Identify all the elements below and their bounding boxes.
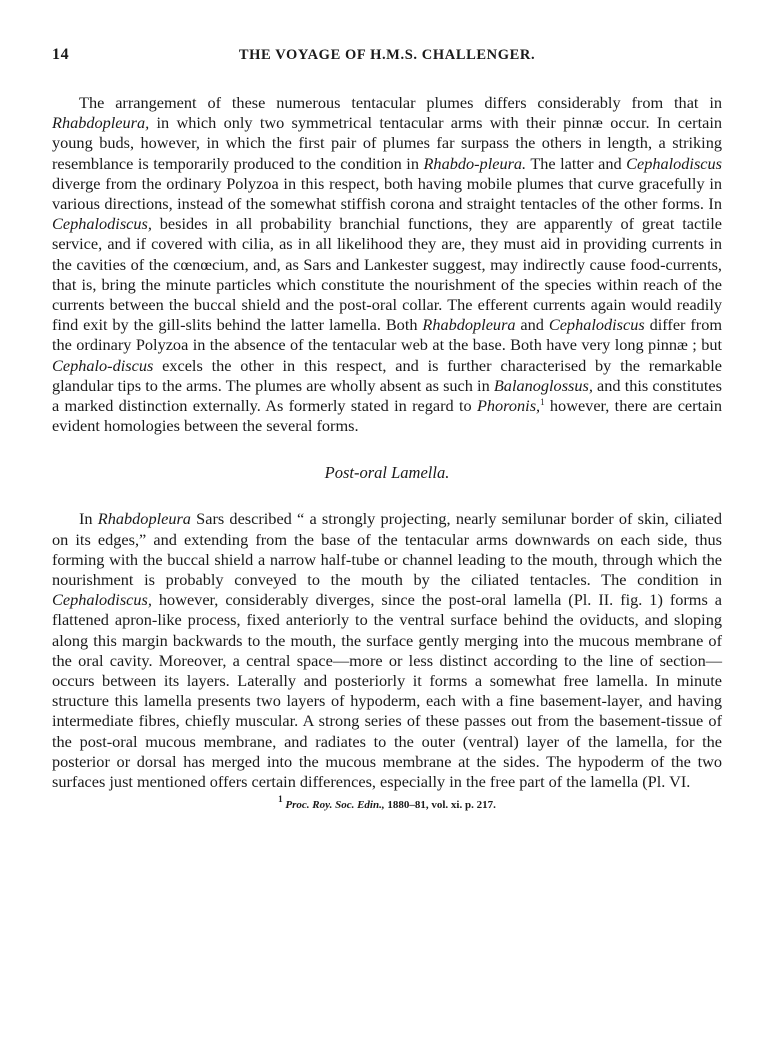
footnote-marker: 1 (278, 794, 283, 805)
section-heading: Post-oral Lamella. (324, 463, 450, 483)
taxon-name: Rhabdo-pleura. (423, 153, 527, 173)
paragraph-post-oral-lamella (52, 509, 722, 792)
taxon-name: Rhabdopleura (97, 509, 191, 529)
taxon-name: Rhabdopleura (422, 315, 516, 335)
page-header (52, 46, 722, 70)
text-span: and this constitutes a marked distinction externally. As formerly stated in regard to (52, 375, 722, 416)
text-span: diverge from the ordinary Polyzoa in this respect, both having mobile plumes that curve gracefully in various directions, instead of the somewhat stiffish corona and straight tentacles of the other forms. In (52, 173, 722, 214)
footnote-reference[interactable]: 1 (540, 397, 545, 408)
text-span: The arrangement of these numerous tentacular plumes differs considerably from that in (79, 93, 722, 112)
running-title: THE VOYAGE OF H.M.S. CHALLENGER. (238, 47, 536, 63)
text-span: In (79, 509, 98, 529)
text-span: and (515, 315, 549, 335)
page (52, 46, 722, 812)
text-span: however, considerably diverges, since the post-oral lamella (Pl. II. fig. 1) forms a flattened apron-like process, fixed anteriorly to the ventral surface behind the oviducts, and sloping along this margin backwards to the mouth, the surface gently merging into the mucous membrane of the oral cavity. Moreover, a central space—more or less distinct according to the line of section—occurs between its layers. Laterally and posteriorly it forms a somewhat free lamella. In minute structure this lamella presents two layers of hypoderm, each with a fine basement-layer, and having intermediate fibres, chiefly muscular. A strong series of these passes out from the basement-tissue of the post-oral mucous membrane, and radiates to the outer (ventral) layer of the lamella, for the posterior or dorsal has merged into the mucous membrane at the sides. The hypoderm of the two surfaces just mentioned offers certain differences, especially in the free part of the lamella (Pl. VI. (52, 590, 722, 792)
taxon-name: Rhabdopleura, (52, 113, 150, 133)
footnote-source: Proc. Roy. Soc. Edin., (285, 799, 385, 812)
footnote-details: 1880–81, vol. xi. p. 217. (384, 799, 496, 812)
text-span: in which only two symmetrical tentacular arms with their pinnæ occur. In certain young buds, however, in which the first pair of plumes far surpass the others in length, a striking resemblance is temporarily produced to the condition in (52, 113, 722, 173)
footnote (52, 794, 722, 812)
page-number: 14 (52, 46, 70, 63)
text-span: excels the other in this respect, and is further characterised by the remarkable glandular tips to the arms. The plumes are wholly absent as such in (52, 355, 722, 395)
text-span: however, there are certain evident homologies between the several forms. (52, 396, 722, 436)
text-span: besides in all probability branchial functions, they are apparently of great tactile service, and if covered with cilia, as in all likelihood they are, they must aid in providing currents in the cavities of the cœnœcium, and, as Sars and Lankester suggest, may indirectly cause food-currents, that is, bring the minute particles which constitute the nourishment of the species within reach of the currents between the buccal shield and the post-oral collar. The efferent currents again would readily find exit by the gill-slits behind the latter lamella. Both (52, 214, 722, 335)
text-span: differ from the ordinary Polyzoa in the absence of the tentacular web at the base. Both have very long pinnæ ; but (52, 315, 723, 355)
taxon-name: Cephalodiscus (548, 315, 645, 335)
taxon-name: Phoronis, (476, 396, 541, 416)
taxon-name: Cephalodiscus (626, 153, 722, 173)
taxon-name: Cephalo-discus (52, 355, 154, 375)
taxon-name: Balanoglossus, (493, 375, 593, 395)
text-span: Sars described “ a strongly projecting, nearly semilunar border of skin, ciliated on its edges,” and extending from the base of the tentacular arms downwards on each side, thus forming with the buccal shield a narrow half-tube or channel leading to the mouth, through which the nourishment is probably conveyed to the mouth by the ciliated tentacles. The condition in (52, 509, 722, 590)
paragraph-tentacular-plumes (52, 93, 722, 436)
taxon-name: Cephalodiscus, (52, 590, 152, 610)
taxon-name: Cephalodiscus, (52, 214, 152, 234)
text-span: The latter and (526, 153, 627, 173)
